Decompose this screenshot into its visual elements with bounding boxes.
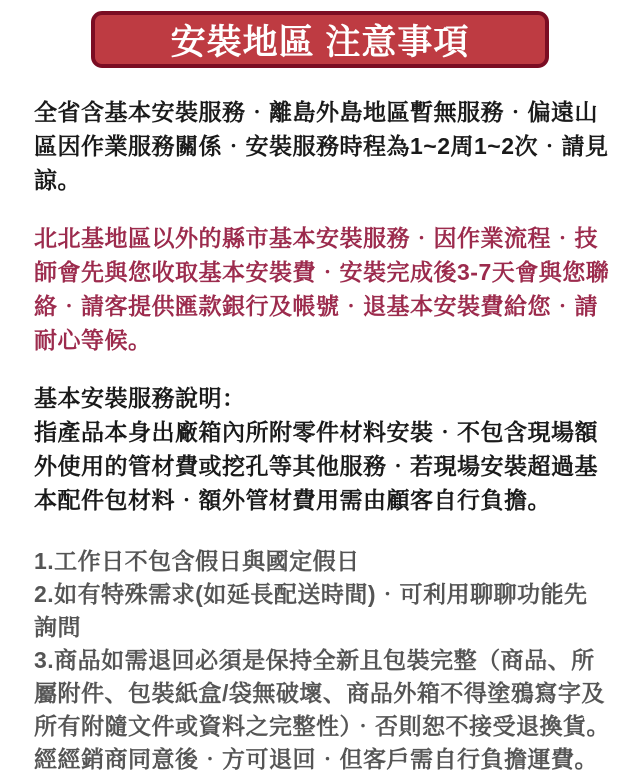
basic-install-heading: 基本安裝服務說明： — [34, 385, 246, 411]
page-title: 安裝地區 注意事項 — [170, 22, 470, 62]
basic-install-text: 指產品本身出廠箱內所附零件材料安裝‧不包含現場額外使用的管材費或挖孔等其他服務‧若現場安裝超過基本配件包材料‧額外管材費用需由顧客自行負擔。 — [34, 419, 598, 513]
note-item-1: 1.工作日不包含假日與國定假日 — [34, 548, 360, 574]
notice-content — [0, 68, 640, 776]
notes-list — [34, 545, 610, 776]
note-item-3: 3.商品如需退回必須是保持全新且包裝完整（商品、所屬附件、包裝紙盒/袋無破壞、商品外箱不得塗鴉寫字及所有附隨文件或資料之完整性）‧否則恕不接受退換貨。經經銷商同意後‧方可退回‧但客戶需自行負擔運費。 — [34, 647, 610, 772]
notice-page — [0, 11, 640, 772]
basic-install-section — [34, 381, 610, 517]
service-area-paragraph: 全省含基本安裝服務‧離島外島地區暫無服務‧偏遠山區因作業服務關係‧安裝服務時程為1~2周1~2次‧請見諒。 — [34, 99, 609, 193]
note-item-2: 2.如有特殊需求(如延長配送時間)‧可利用聊聊功能先詢問 — [34, 581, 588, 640]
payment-notice-paragraph: 北北基地區以外的縣市基本安裝服務‧因作業流程‧技師會先與您收取基本安裝費‧安裝完成後3-7天會與您聯絡‧請客提供匯款銀行及帳號‧退基本安裝費給您‧請耐心等候。 — [34, 225, 610, 353]
title-banner — [91, 11, 549, 68]
